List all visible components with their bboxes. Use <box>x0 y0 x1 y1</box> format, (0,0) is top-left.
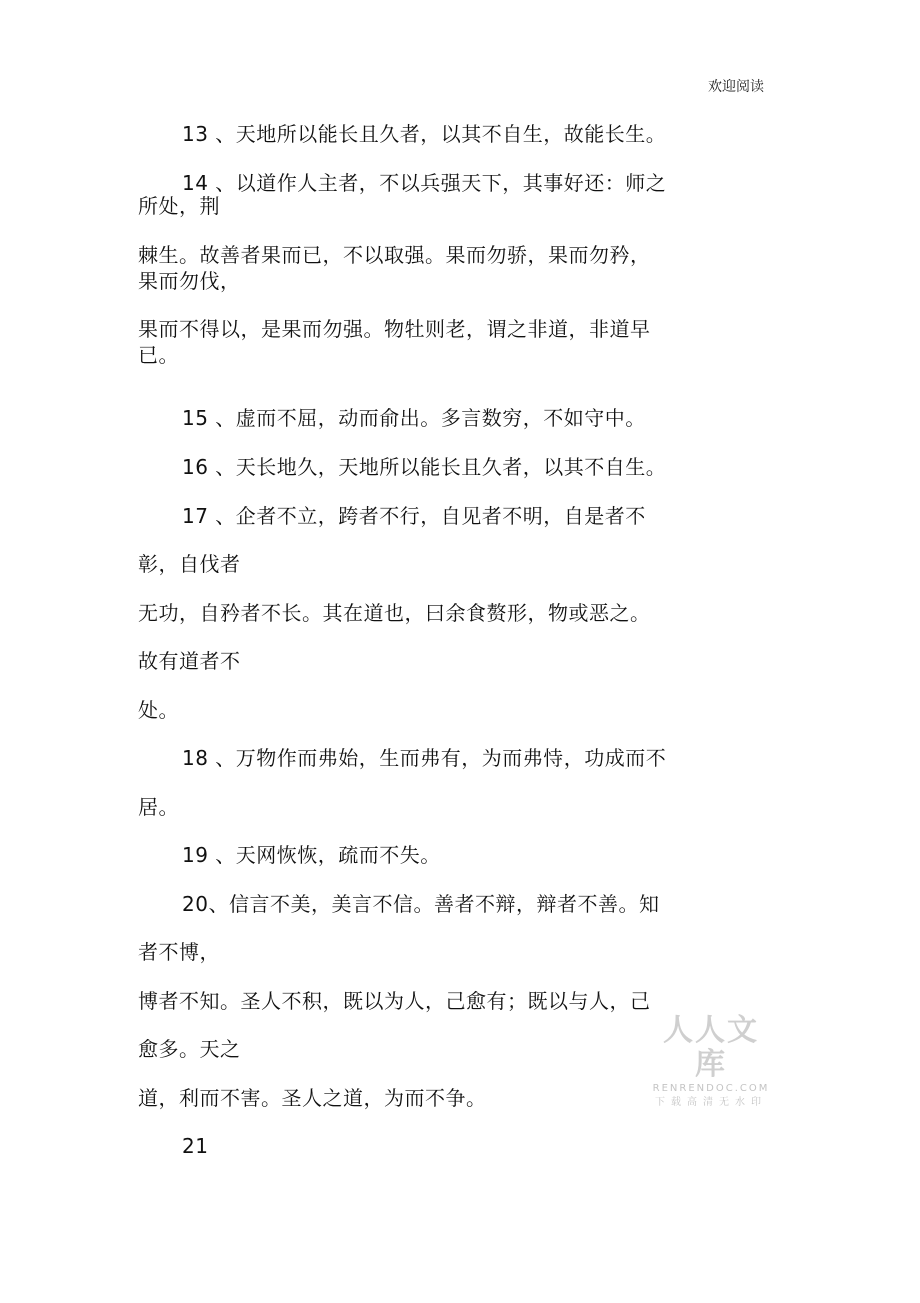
watermark-logo <box>648 1014 774 1110</box>
paragraph-line: 彰，自伐者 <box>138 552 241 576</box>
paragraph-line: 18 、万物作而弗始，生而弗有，为而弗恃，功成而不 <box>182 746 667 770</box>
paragraph-line: 13 、天地所以能长且久者，以其不自生，故能长生。 <box>182 122 667 146</box>
paragraph-line: 愈多。天之 <box>138 1037 241 1061</box>
paragraph-line: 15 、虚而不屈，动而俞出。多言数穷，不如守中。 <box>182 406 646 430</box>
watermark-title: 人人文库 <box>663 1013 759 1082</box>
paragraph-line: 21 <box>182 1134 209 1158</box>
paragraph-line: 19 、天网恢恢，疏而不失。 <box>182 843 441 867</box>
paragraph-line: 20、信言不美，美言不信。善者不辩，辩者不善。知 <box>182 892 660 916</box>
paragraph-line: 14 、以道作人主者，不以兵强天下，其事好还：师之 <box>182 171 667 195</box>
paragraph-line: 果而不得以，是果而勿强。物牡则老，谓之非道，非道早 <box>138 317 651 341</box>
paragraph-line: 棘生。故善者果而已，不以取强。果而勿骄，果而勿矜， <box>138 243 651 267</box>
paragraph-line: 道，利而不害。圣人之道，为而不争。 <box>138 1086 487 1110</box>
paragraph-line: 果而勿伐， <box>138 269 241 293</box>
paragraph-line: 所处，荆 <box>138 194 220 218</box>
paragraph-line: 已。 <box>138 343 179 367</box>
page-header: 欢迎阅读 <box>708 79 764 95</box>
watermark-tagline: 下载高清无水印 <box>655 1097 767 1108</box>
paragraph-line: 处。 <box>138 698 179 722</box>
paragraph-line: 博者不知。圣人不积，既以为人，己愈有；既以与人，己 <box>138 989 651 1013</box>
paragraph-line: 无功，自矜者不长。其在道也，曰余食赘形，物或恶之。 <box>138 601 651 625</box>
paragraph-line: 故有道者不 <box>138 649 241 673</box>
watermark-domain: RENRENDOC.COM <box>652 1083 770 1094</box>
paragraph-line: 者不博， <box>138 940 220 964</box>
paragraph-line: 17 、企者不立，跨者不行，自见者不明，自是者不 <box>182 504 646 528</box>
paragraph-line: 16 、天长地久，天地所以能长且久者，以其不自生。 <box>182 455 667 479</box>
paragraph-line: 居。 <box>138 795 179 819</box>
